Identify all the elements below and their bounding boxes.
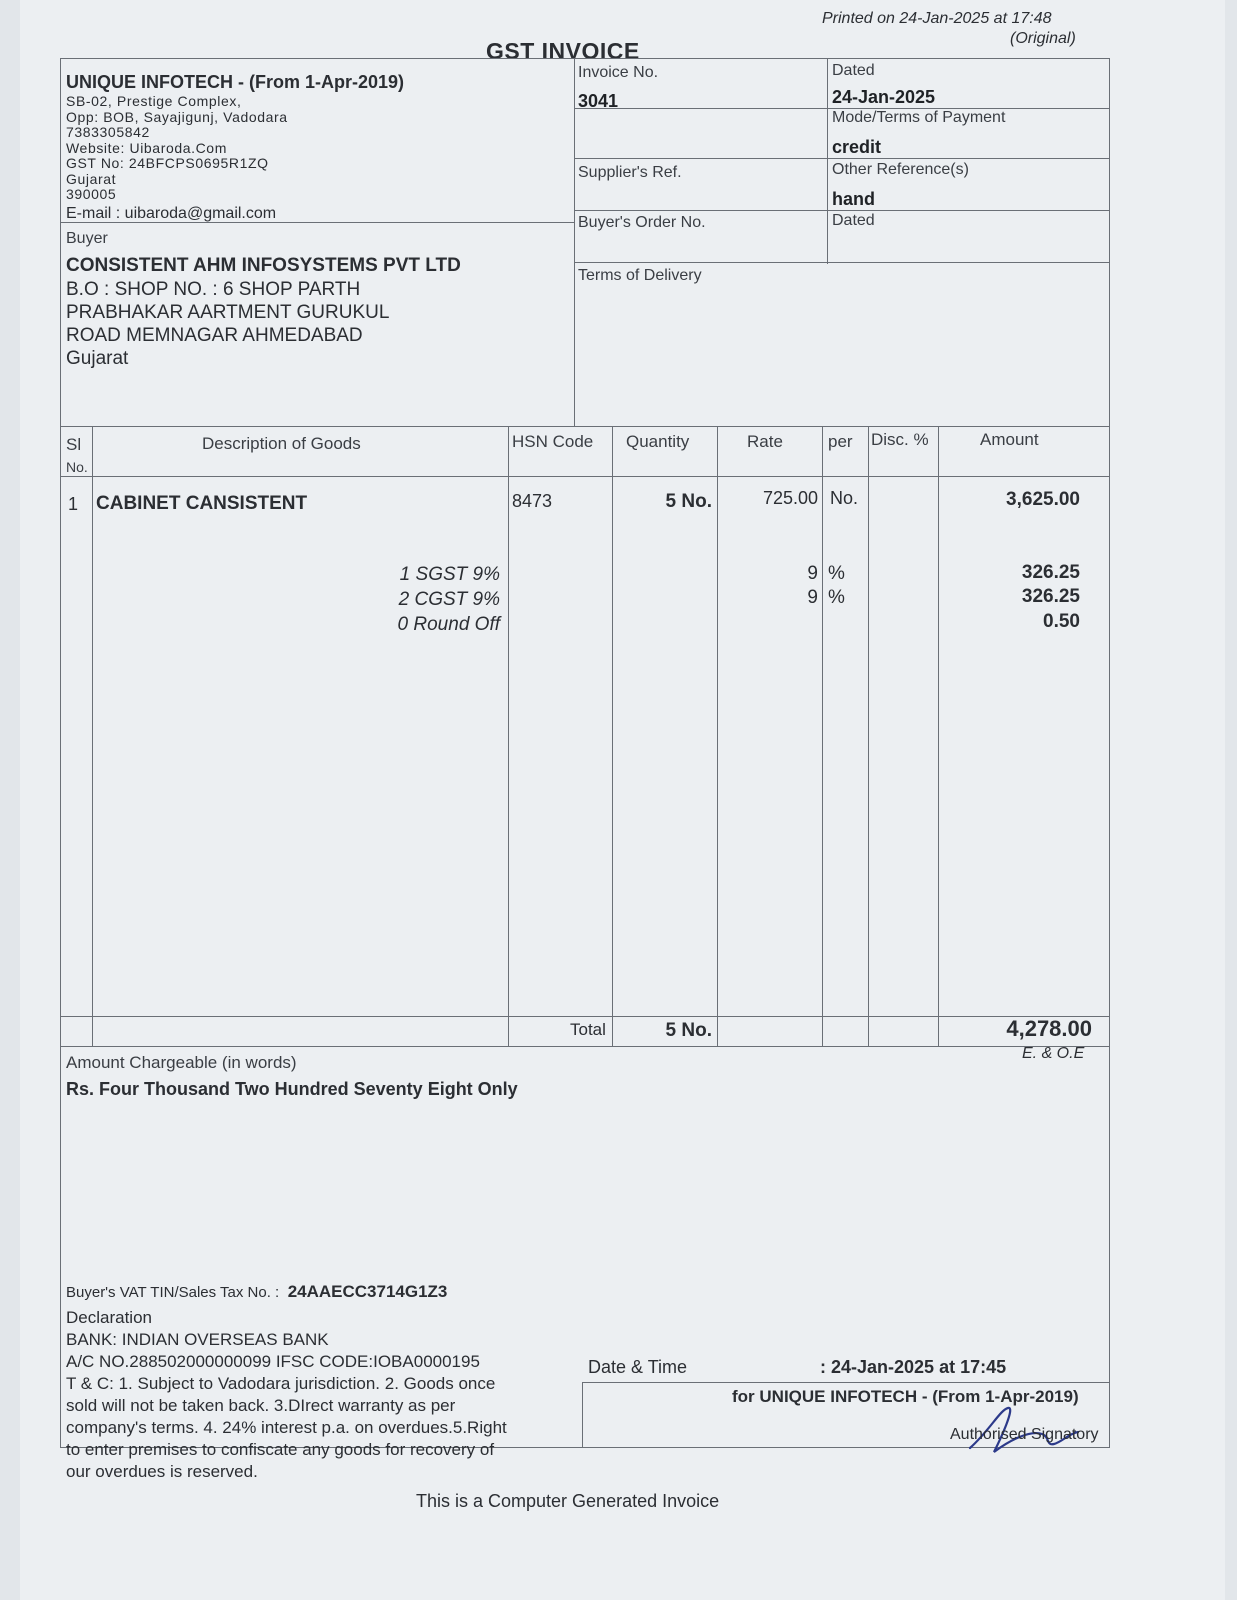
tax-cgst-label: 2 CGST 9% (398, 589, 500, 610)
tax-sgst-amount: 326.25 (1021, 562, 1080, 583)
buyer-name: CONSISTENT AHM INFOSYSTEMS PVT LTD (66, 255, 461, 276)
col-quantity: Quantity (626, 432, 690, 451)
buyer-tin: 24AAECC3714G1Z3 (287, 1282, 448, 1301)
item-hsn: 8473 (512, 491, 553, 511)
account: A/C NO.288502000000099 IFSC CODE:IOBA0000195 (66, 1352, 480, 1371)
declaration-block: Declaration BANK: INDIAN OVERSEAS BANK A/C NO.288502000000099 IFSC CODE:IOBA0000195 T & C: 1. Subject to Vadodara jurisdiction. 2. Goods once sold will not be taken back. 3.DIrect warranty as per company's terms. 4. 24% interest p.a. on overdues.5.Right to enter premises to confiscate any goods for recovery of our overdues is reserved. (66, 1308, 507, 1481)
other-ref-label: Other Reference(s) (832, 161, 969, 178)
item-sl: 1 (68, 494, 79, 514)
buyer-label: Buyer (66, 230, 108, 247)
payment-mode-label: Mode/Terms of Payment (832, 109, 1006, 126)
tax-cgst-pct: % (828, 587, 845, 608)
printed-on: Printed on 24-Jan-2025 at 17:48 (822, 10, 1052, 27)
tax-sgst-label: 1 SGST 9% (399, 564, 500, 585)
tax-sgst-pct: % (828, 563, 845, 584)
invoice-title: GST INVOICE (486, 38, 640, 64)
copy-type: (Original) (1010, 30, 1076, 47)
amount-words: Rs. Four Thousand Two Hundred Seventy Eight Only (66, 1079, 518, 1099)
item-description: CABINET CANSISTENT (96, 493, 308, 514)
col-per: per (828, 432, 853, 451)
buyer-address: B.O : SHOP NO. : 6 SHOP PARTH PRABHAKAR AARTMENT GURUKUL ROAD MEMNAGAR AHMEDABAD Gujarat (66, 279, 390, 369)
col-disc: Disc. % (871, 430, 929, 449)
tax-sgst-rate: 9 (807, 563, 818, 584)
bank: BANK: INDIAN OVERSEAS BANK (66, 1330, 329, 1349)
col-rate: Rate (747, 432, 783, 451)
item-per: No. (830, 488, 859, 508)
invoice-page (20, 0, 1225, 1600)
invoice-no: 3041 (578, 91, 619, 111)
item-quantity: 5 No. (665, 491, 712, 512)
buyer-tin-label: Buyer's VAT TIN/Sales Tax No. : (66, 1284, 280, 1301)
total-amount: 4,278.00 (1006, 1016, 1092, 1041)
col-sl: Sl No. (66, 435, 88, 475)
for-company: for UNIQUE INFOTECH - (From 1-Apr-2019) (732, 1387, 1079, 1406)
computer-generated-note: This is a Computer Generated Invoice (416, 1491, 720, 1511)
dated-label: Dated (832, 62, 875, 79)
total-label: Total (570, 1020, 606, 1039)
round-off-amount: 0.50 (1043, 611, 1080, 632)
col-hsn: HSN Code (512, 432, 594, 451)
declaration: Declaration (66, 1308, 152, 1327)
seller-email: E-mail : uibaroda@gmail.com (66, 205, 277, 222)
order-dated-label: Dated (832, 212, 875, 229)
invoice-no-label: Invoice No. (578, 64, 659, 81)
total-quantity: 5 No. (665, 1020, 712, 1041)
authorised-signatory: Authorised Signatory (950, 1426, 1099, 1443)
seller-address: SB-02, Prestige Complex, Opp: BOB, Sayajigunj, Vadodara 7383305842 Website: Uibaroda.Com GST No: 24BFCPS0695R1ZQ Gujarat 390005 (66, 93, 288, 202)
tax-cgst-rate: 9 (807, 587, 818, 608)
eoe: E. & O.E (1022, 1045, 1085, 1062)
terms-delivery-label: Terms of Delivery (578, 267, 702, 284)
payment-mode: credit (832, 137, 882, 157)
datetime-value: : 24-Jan-2025 at 17:45 (820, 1357, 1007, 1377)
col-amount: Amount (980, 430, 1039, 449)
invoice-date: 24-Jan-2025 (832, 87, 936, 107)
col-description: Description of Goods (202, 434, 361, 453)
buyer-tin-row (66, 1282, 447, 1302)
item-amount: 3,625.00 (1006, 489, 1080, 510)
tax-cgst-amount: 326.25 (1021, 586, 1080, 607)
seller-name: UNIQUE INFOTECH - (From 1-Apr-2019) (66, 72, 405, 92)
buyer-order-label: Buyer's Order No. (578, 214, 706, 231)
datetime-label: Date & Time (588, 1357, 688, 1377)
amount-words-label: Amount Chargeable (in words) (66, 1053, 297, 1072)
round-off-label: 0 Round Off (397, 614, 500, 635)
supplier-ref-label: Supplier's Ref. (578, 164, 682, 181)
item-rate: 725.00 (762, 488, 818, 508)
other-ref: hand (832, 189, 875, 209)
